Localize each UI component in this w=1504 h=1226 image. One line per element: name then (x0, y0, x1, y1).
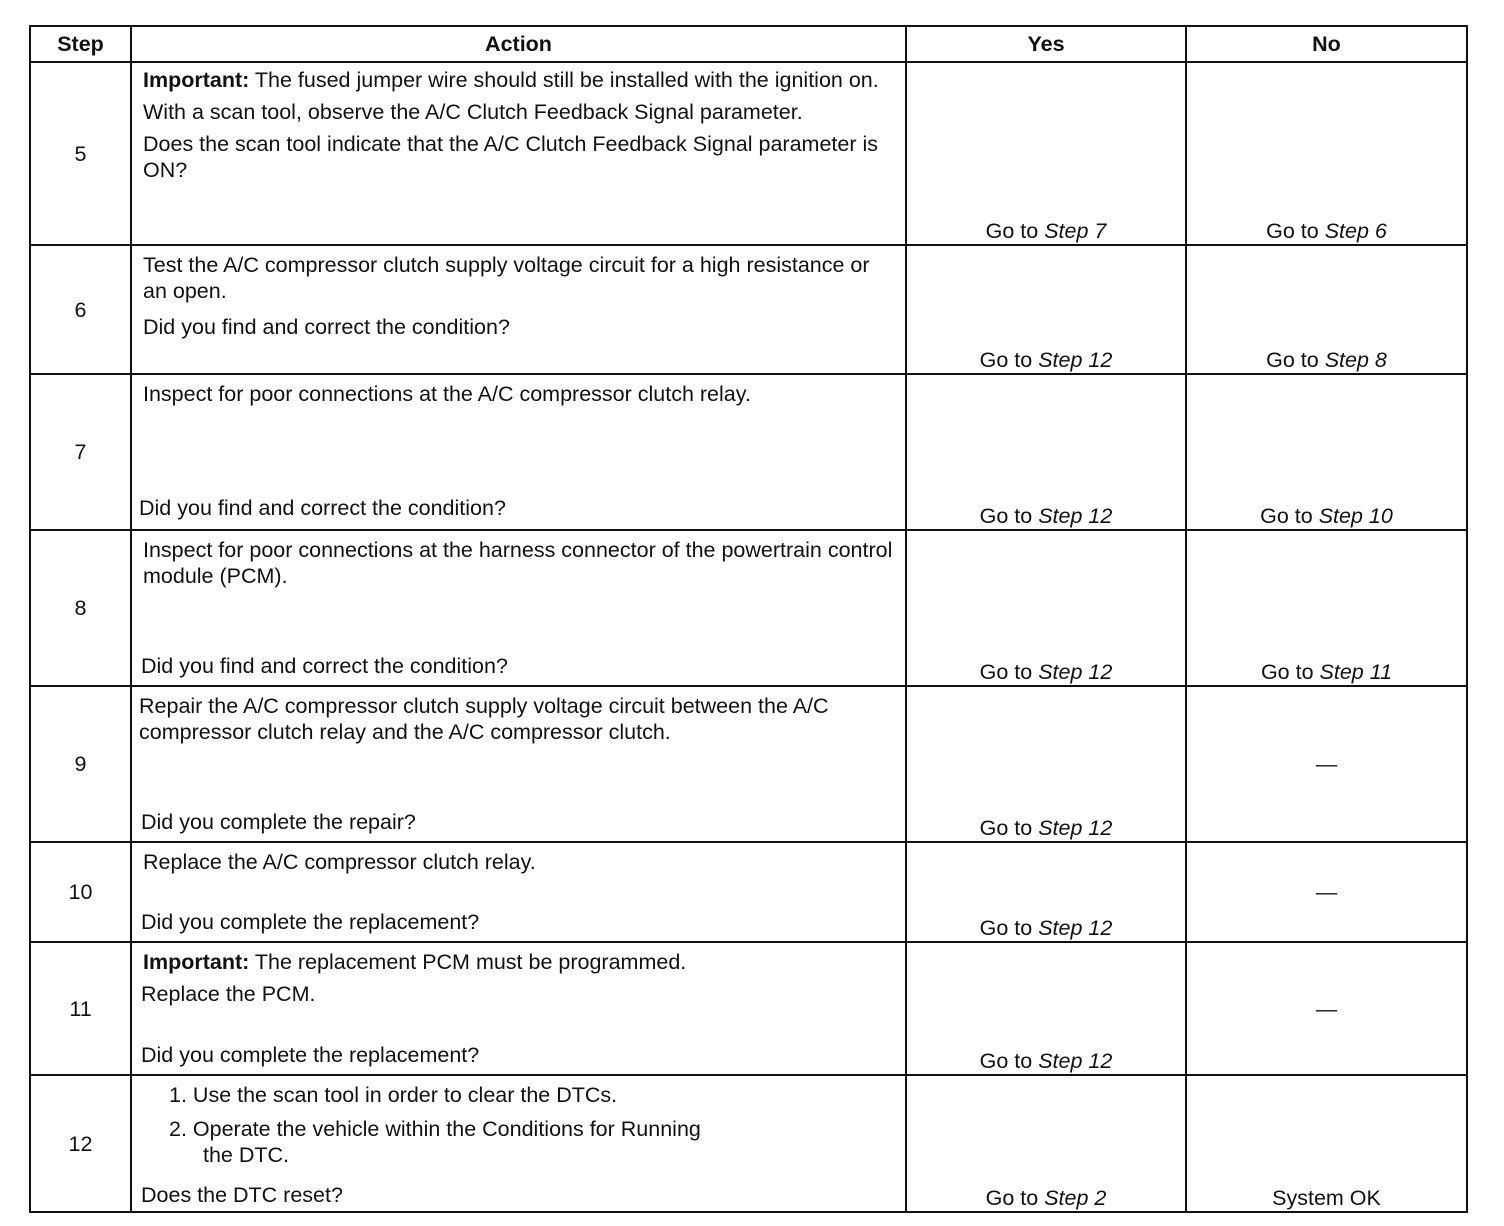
table-row (30, 1075, 1467, 1212)
step-link[interactable]: Step 10 (1318, 504, 1393, 528)
step-number: 9 (30, 686, 131, 842)
action-text: Replace the PCM. (141, 982, 316, 1006)
go-to-label: Go to (979, 816, 1033, 840)
list-text: Operate the vehicle within the Conditions for Running (192, 1117, 701, 1141)
action-question: Did you find and correct the condition? (143, 315, 510, 339)
action-cell (131, 245, 906, 374)
step-link[interactable]: Step 2 (1044, 1186, 1107, 1210)
step-link[interactable]: Step 12 (1038, 348, 1113, 372)
diagnostic-table (29, 25, 1468, 1213)
no-cell (1186, 686, 1467, 842)
no-cell (1186, 62, 1467, 245)
step-number: 5 (30, 62, 131, 245)
go-to-label: Go to (985, 1186, 1039, 1210)
important-text: The fused jumper wire should still be installed with the ignition on. (249, 68, 879, 92)
go-to-label: Go to (979, 916, 1033, 940)
no-value: — (1315, 752, 1338, 776)
list-item (169, 1116, 895, 1168)
step-number: 6 (30, 245, 131, 374)
go-to-label: Go to (1260, 504, 1313, 528)
action-question: Did you find and correct the condition? (139, 496, 506, 520)
list-text: Use the scan tool in order to clear the DTCs. (192, 1083, 618, 1107)
step-number: 12 (30, 1075, 131, 1212)
step-link[interactable]: Step 6 (1324, 219, 1387, 243)
yes-cell (906, 530, 1186, 686)
header-yes: Yes (906, 26, 1186, 62)
action-cell (131, 942, 906, 1075)
table-row (30, 842, 1467, 942)
go-to-label: Go to (979, 348, 1033, 372)
yes-cell (906, 686, 1186, 842)
yes-cell (906, 1075, 1186, 1212)
table-row (30, 686, 1467, 842)
step-link[interactable]: Step 7 (1044, 219, 1107, 243)
step-number: 8 (30, 530, 131, 686)
step-link[interactable]: Step 11 (1319, 660, 1393, 684)
action-text: Inspect for poor connections at the A/C compressor clutch relay. (143, 382, 751, 406)
action-cell (131, 686, 906, 842)
go-to-label: Go to (1266, 348, 1319, 372)
action-text: With a scan tool, observe the A/C Clutch Feedback Signal parameter. (143, 100, 803, 124)
action-question: Does the DTC reset? (141, 1183, 343, 1207)
no-cell (1186, 530, 1467, 686)
go-to-label: Go to (979, 1049, 1033, 1073)
step-link[interactable]: Step 8 (1324, 348, 1387, 372)
list-text-continued: the DTC. (203, 1143, 290, 1167)
no-value: — (1315, 880, 1338, 904)
action-text: Inspect for poor connections at the harness connector of the powertrain control module (PCM). (143, 538, 893, 588)
procedure-list (143, 1082, 895, 1176)
no-value: — (1315, 996, 1338, 1021)
action-question: Did you find and correct the condition? (141, 654, 508, 678)
yes-cell (906, 374, 1186, 530)
important-label: Important: (143, 950, 250, 974)
list-number: 2. (169, 1117, 187, 1141)
table-row (30, 530, 1467, 686)
action-cell (131, 62, 906, 245)
no-cell (1186, 842, 1467, 942)
table-row (30, 62, 1467, 245)
header-no: No (1186, 26, 1467, 62)
go-to-label: Go to (1260, 660, 1314, 684)
action-cell (131, 530, 906, 686)
yes-cell (906, 942, 1186, 1075)
action-cell (131, 842, 906, 942)
action-question: Did you complete the repair? (141, 810, 416, 834)
header-row (30, 26, 1467, 62)
step-number: 7 (30, 374, 131, 530)
yes-cell (906, 62, 1186, 245)
important-note (143, 67, 895, 93)
important-text: The replacement PCM must be programmed. (249, 950, 687, 974)
action-question: Does the scan tool indicate that the A/C Clutch Feedback Signal parameter is ON? (143, 132, 878, 182)
go-to-label: Go to (979, 504, 1033, 528)
step-link[interactable]: Step 12 (1038, 660, 1113, 684)
step-link[interactable]: Step 12 (1038, 1049, 1113, 1073)
action-text: Repair the A/C compressor clutch supply voltage circuit between the A/C compressor clutch relay and the A/C compressor clutch. (139, 694, 829, 744)
go-to-label: Go to (979, 660, 1033, 684)
no-cell (1186, 1075, 1467, 1212)
step-link[interactable]: Step 12 (1038, 816, 1113, 840)
action-text: Test the A/C compressor clutch supply voltage circuit for a high resistance or an open. (143, 253, 870, 303)
no-cell (1186, 245, 1467, 374)
action-text: Replace the A/C compressor clutch relay. (143, 850, 536, 874)
no-cell (1186, 942, 1467, 1075)
action-question: Did you complete the replacement? (141, 1043, 480, 1067)
table-row (30, 942, 1467, 1075)
header-action: Action (131, 26, 906, 62)
action-cell (131, 374, 906, 530)
go-to-label: Go to (1266, 219, 1319, 243)
step-link[interactable]: Step 12 (1038, 916, 1113, 940)
important-label: Important: (143, 68, 250, 92)
list-number: 1. (169, 1083, 187, 1107)
action-question: Did you complete the replacement? (141, 910, 480, 934)
no-cell (1186, 374, 1467, 530)
no-value: System OK (1272, 1186, 1381, 1210)
step-number: 11 (30, 942, 131, 1075)
yes-cell (906, 842, 1186, 942)
go-to-label: Go to (985, 219, 1039, 243)
important-note (143, 949, 895, 975)
table-row (30, 245, 1467, 374)
step-number: 10 (30, 842, 131, 942)
table-row (30, 374, 1467, 530)
yes-cell (906, 245, 1186, 374)
step-link[interactable]: Step 12 (1038, 504, 1113, 528)
header-step: Step (30, 26, 131, 62)
action-cell (131, 1075, 906, 1212)
list-item (169, 1082, 895, 1108)
